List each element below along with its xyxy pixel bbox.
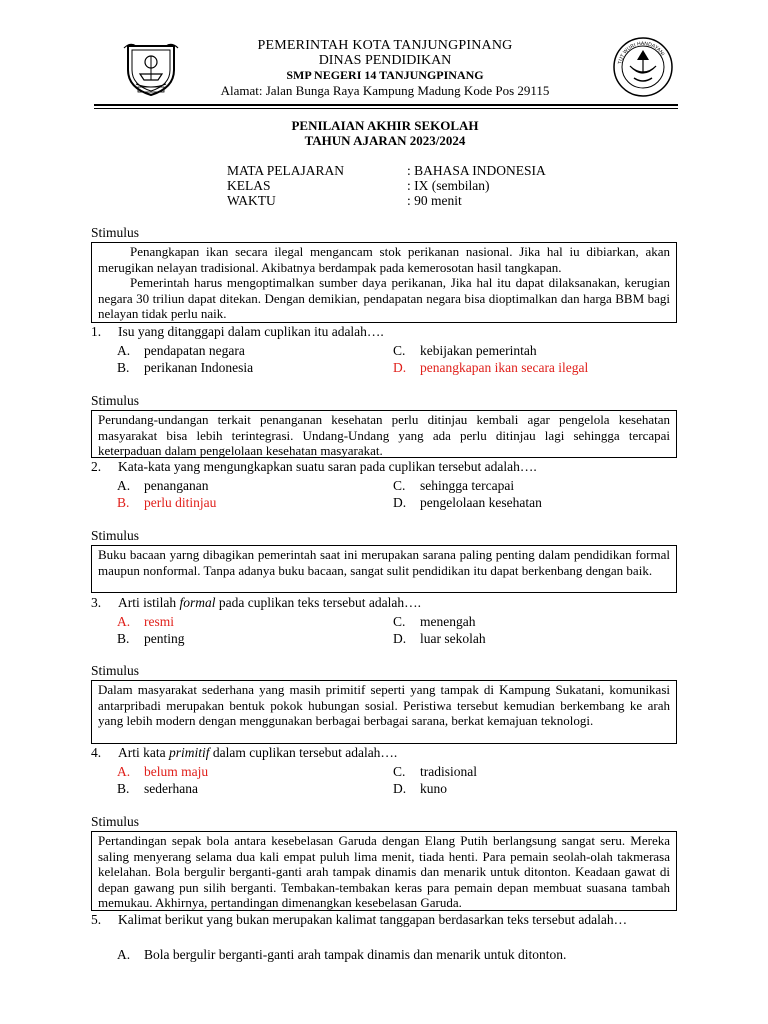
info-row-class xyxy=(227,178,546,193)
option-d: D. luar sekolah xyxy=(393,631,486,646)
stimulus-box xyxy=(91,410,677,458)
department-name: DINAS PENDIDIKAN xyxy=(318,53,452,68)
options-3 xyxy=(117,613,677,647)
option-b: B. penting xyxy=(117,631,185,646)
question-number: 5. xyxy=(91,912,102,927)
option-a: A. belum maju xyxy=(117,764,209,779)
stimulus-label: Stimulus xyxy=(91,393,140,408)
option-a: A. penanganan xyxy=(117,478,209,493)
question-3 xyxy=(91,595,681,612)
stimulus-paragraph: Pemerintah harus mengoptimalkan sumber daya perikanan, Jika hal itu dapat dilaksanakan, kerugian negara 30 triliun dapat ditekan. Dengan demikian, pendapatan negara bisa dioptimalkan dan harga BBM bagi nelayan tidak perlu naik. xyxy=(98,275,670,322)
stimulus-paragraph: Penangkapan ikan secara ilegal mengancam stok perikanan nasional. Jika hal iu dibiarkan, akan merugikan nelayan tradisional. Akibatnya berdampak pada kemerosotan hasil tangkapan. xyxy=(98,244,670,275)
school-address: Alamat: Jalan Bunga Raya Kampung Madung Kode Pos 29115 xyxy=(220,83,550,98)
options-5 xyxy=(117,946,677,963)
stimulus-paragraph: Perundang-undangan terkait penanganan kesehatan perlu ditinjau kembali agar pengelola kesehatan masyarakat bisa lebih terintegrasi. Undang-Undang yang ada perlu ditinjau lagi sehingga tercapai keterpaduan dalam pengelolaan kesehatan masyarakat. xyxy=(98,412,670,459)
question-text: Isu yang ditanggapi dalam cuplikan itu adalah…. xyxy=(118,324,384,339)
info-value: : IX (sembilan) xyxy=(407,178,490,193)
stimulus-paragraph: Buku bacaan yarng dibagikan pemerintah saat ini merupakan sarana paling penting dalam pendidikan formal maupun nonformal. Tanpa adanya buku bacaan, sangat sulit pendidikan itu dapat berkenbang dengan baik. xyxy=(98,547,670,578)
option-a: A. Bola bergulir berganti-ganti arah tampak dinamis dan menarik untuk ditonton. xyxy=(117,947,567,962)
option-c: C. sehingga tercapai xyxy=(393,478,515,493)
city-crest-icon xyxy=(122,40,180,98)
options-4 xyxy=(117,763,677,797)
option-b: B. perlu ditinjau xyxy=(117,495,217,510)
question-4 xyxy=(91,745,681,762)
option-a: A. resmi xyxy=(117,614,174,629)
emphasized-term: primitif xyxy=(168,745,210,760)
question-2 xyxy=(91,459,681,476)
stimulus-label: Stimulus xyxy=(91,528,140,543)
letterhead-rule-thick xyxy=(94,104,678,106)
letterhead-rule-thin xyxy=(94,108,678,109)
question-number: 2. xyxy=(91,459,102,474)
tut-wuri-handayani-icon xyxy=(612,36,674,98)
letterhead xyxy=(185,38,585,99)
stimulus-box xyxy=(91,831,677,911)
option-b: B. perikanan Indonesia xyxy=(117,360,254,375)
exam-title-line2: TAHUN AJARAN 2023/2024 xyxy=(304,133,466,148)
option-d: D. kuno xyxy=(393,781,447,796)
question-text: Kata-kata yang mengungkapkan suatu saran pada cuplikan tersebut adalah…. xyxy=(118,459,537,474)
question-text: Arti kata primitif dalam cuplikan tersebut adalah…. xyxy=(118,745,398,760)
question-number: 1. xyxy=(91,324,102,339)
option-c: C. menengah xyxy=(393,614,476,629)
info-key: WAKTU xyxy=(227,193,276,208)
stimulus-paragraph: Pertandingan sepak bola antara kesebelasan Garuda dengan Elang Putih berlangsung sangat seru. Mereka saling menyerang selama dua kali empat puluh lima menit, tiada henti. Para pemain seolah-olah takmerasa kelelahan. Bola bergulir berganti-ganti arah tampak dinamis dan menarik untuk ditonton. Keadaan gawat di depan gawang pun silih berganti. Tembakan-tembakan keras para pemain depan membuat suasana tambah memukau. Akhirnya, pertandingan dimenangkan kesebelasan Garuda. xyxy=(98,833,670,911)
stimulus-label: Stimulus xyxy=(91,814,140,829)
exam-title-line1: PENILAIAN AKHIR SEKOLAH xyxy=(291,118,479,133)
question-number: 4. xyxy=(91,745,102,760)
info-value: : BAHASA INDONESIA xyxy=(407,163,546,178)
exam-info xyxy=(227,163,546,208)
stimulus-label: Stimulus xyxy=(91,225,140,240)
question-text: Kalimat berikut yang bukan merupakan kalimat tanggapan berdasarkan teks tersebut adalah… xyxy=(118,912,628,927)
government-name: PEMERINTAH KOTA TANJUNGPINANG xyxy=(257,38,513,53)
question-1 xyxy=(91,324,681,341)
exam-title xyxy=(180,118,590,148)
stimulus-box xyxy=(91,545,677,593)
option-a: A. pendapatan negara xyxy=(117,343,245,358)
svg-text:TUT WURI HANDAYANI: TUT WURI HANDAYANI xyxy=(617,40,666,65)
info-row-time xyxy=(227,193,546,208)
info-value: : 90 menit xyxy=(407,193,462,208)
option-c: C. kebijakan pemerintah xyxy=(393,343,537,358)
option-c: C. tradisional xyxy=(393,764,477,779)
stimulus-box xyxy=(91,242,677,323)
question-number: 3. xyxy=(91,595,102,610)
option-d: D. penangkapan ikan secara ilegal xyxy=(393,360,589,375)
info-key: MATA PELAJARAN xyxy=(227,163,345,178)
question-5 xyxy=(91,912,681,946)
info-row-subject xyxy=(227,163,546,178)
stimulus-label: Stimulus xyxy=(91,663,140,678)
question-text: Arti istilah formal pada cuplikan teks tersebut adalah…. xyxy=(118,595,421,610)
stimulus-box xyxy=(91,680,677,744)
option-b: B. sederhana xyxy=(117,781,198,796)
options-2 xyxy=(117,477,677,511)
school-name: SMP NEGERI 14 TANJUNGPINANG xyxy=(286,68,484,82)
option-d: D. pengelolaan kesehatan xyxy=(393,495,542,510)
stimulus-paragraph: Dalam masyarakat sederhana yang masih primitif seperti yang tampak di Kampung Sukatani, komunikasi antarpribadi merupakan bentuk pokok hubungan sosial. Peristiwa tersebut kemudian berkembang ke arah yang lebih modern dengan menggunakan berbagai berbagai sarana, berkat kemajuan teknologi. xyxy=(98,682,670,729)
info-key: KELAS xyxy=(227,178,271,193)
options-1 xyxy=(117,342,677,376)
emphasized-term: formal xyxy=(179,595,216,610)
